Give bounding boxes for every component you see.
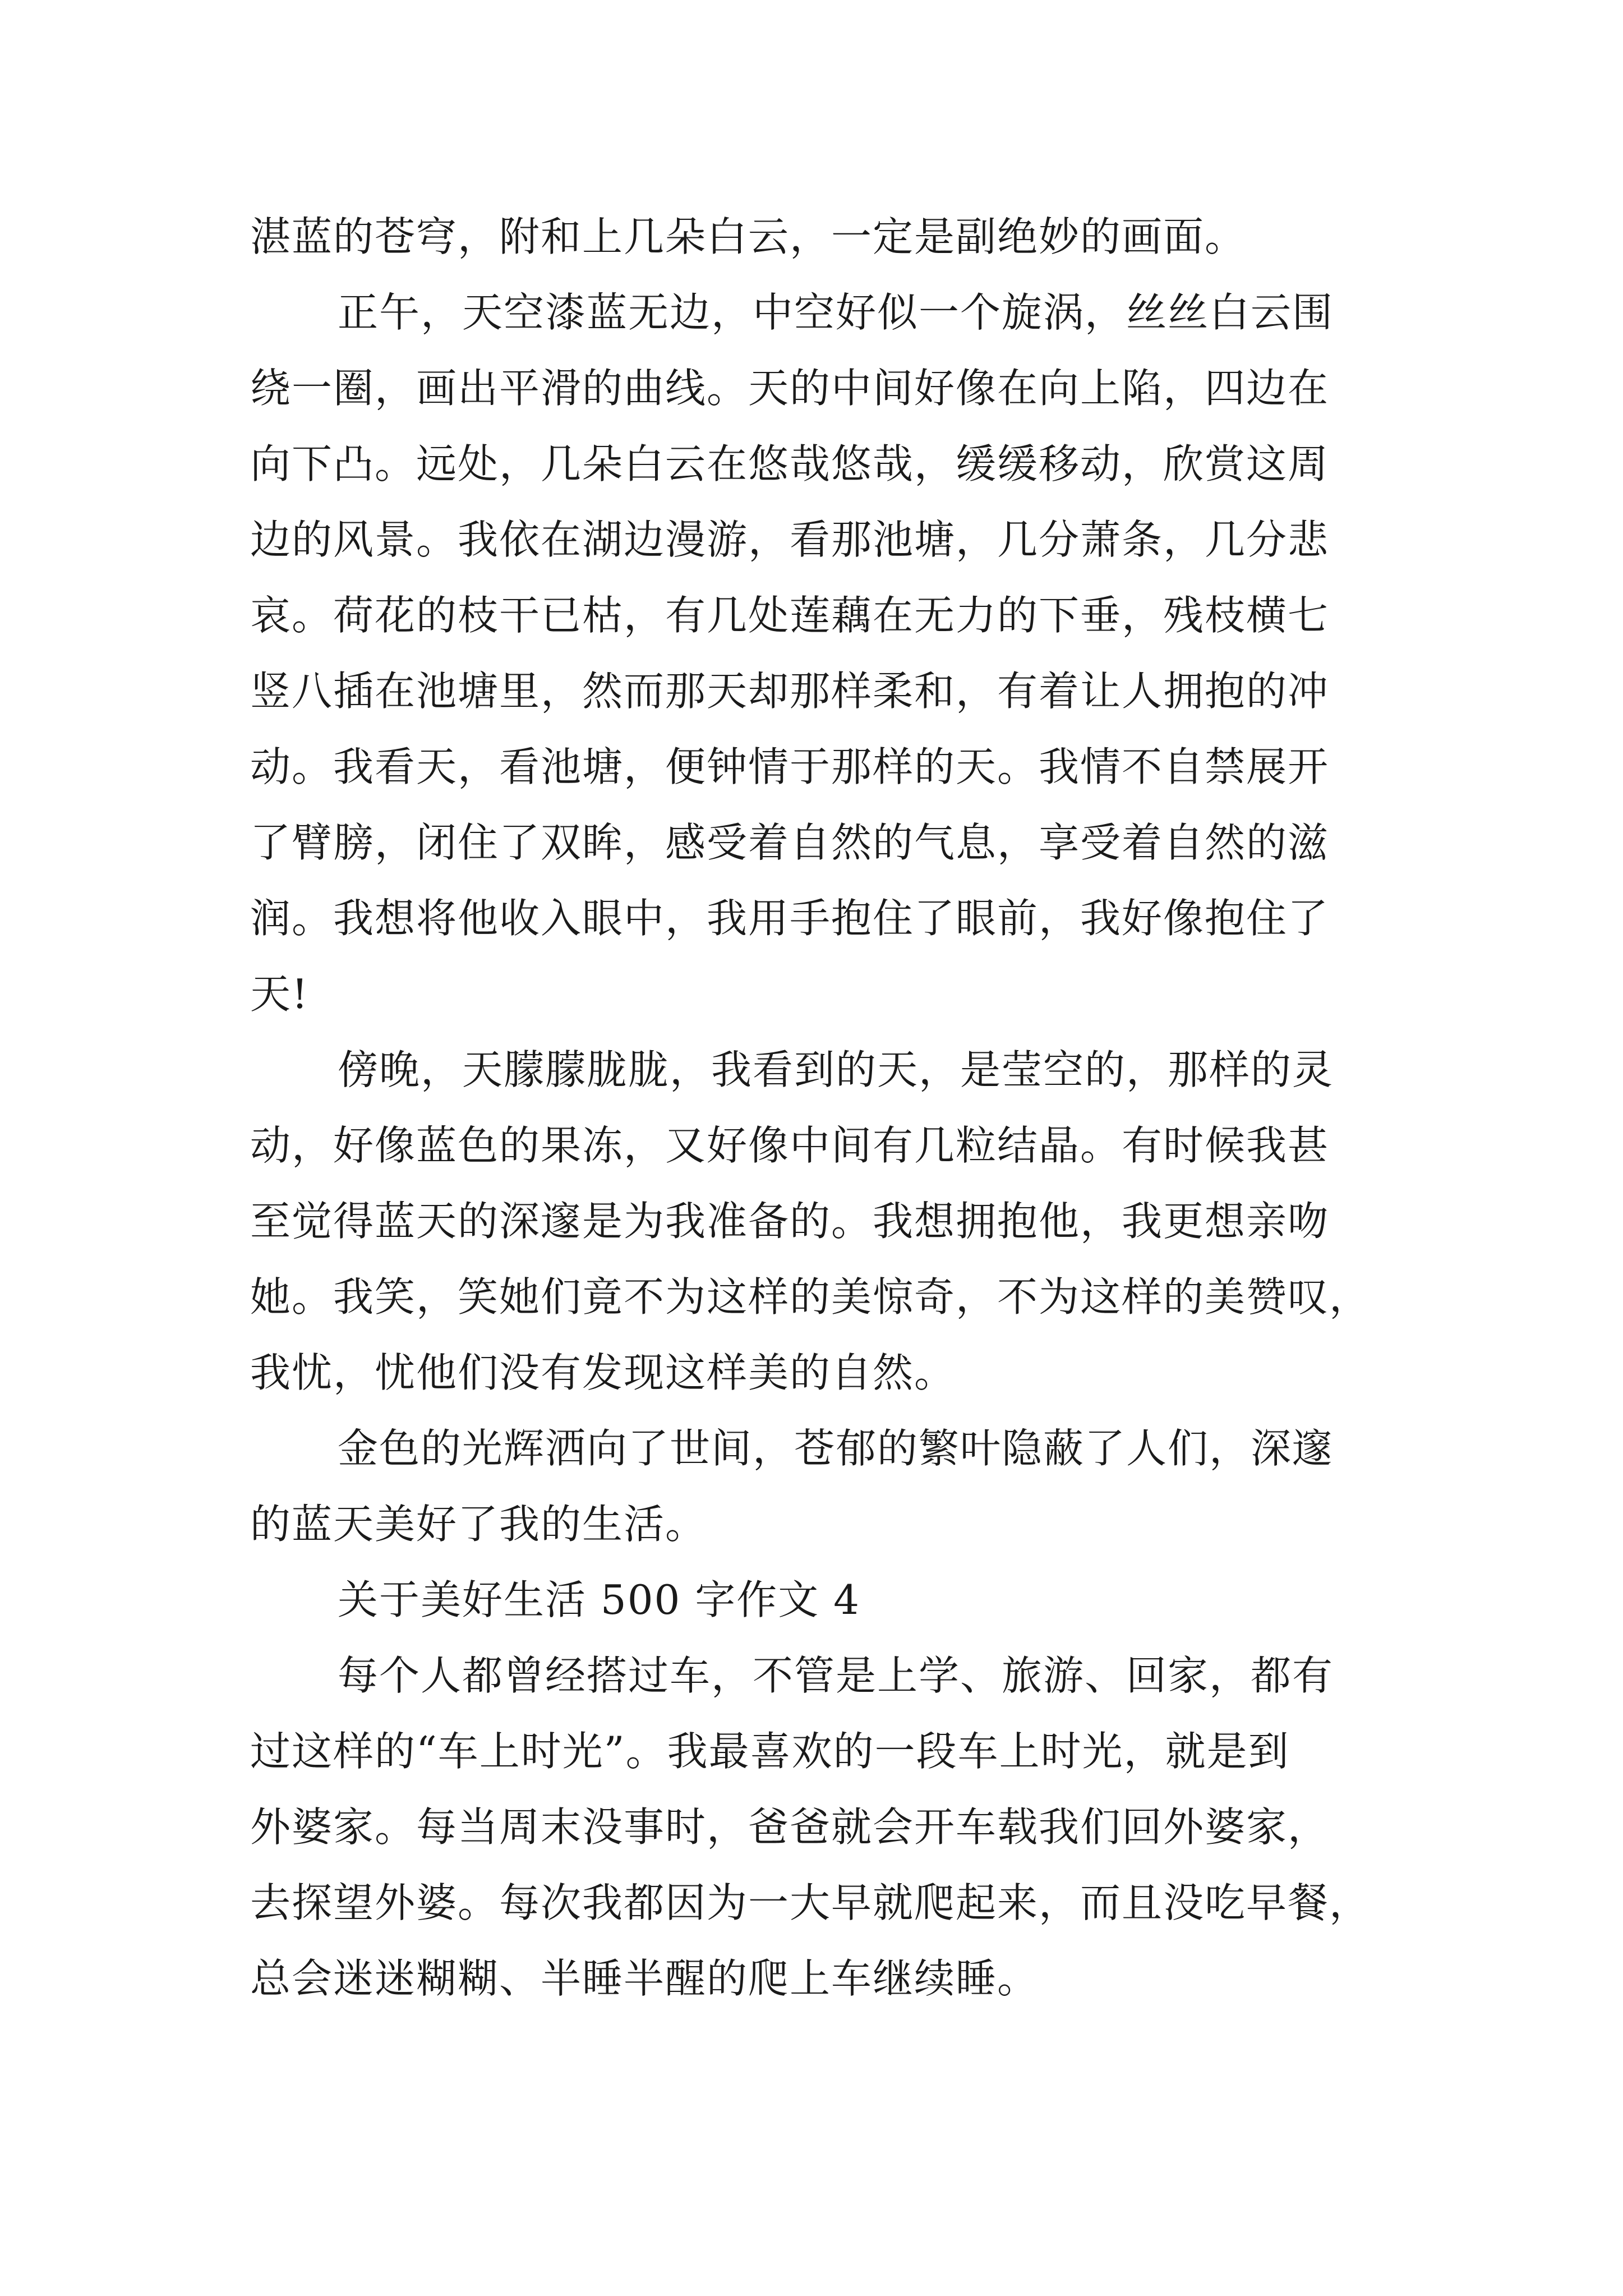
document-body — [250, 199, 1381, 2017]
text-line: 哀。荷花的枝干已枯，有几处莲藕在无力的下垂，残枝横七 — [250, 592, 1330, 639]
text-line: 天! — [250, 970, 309, 1018]
text-line: 边的风景。我依在湖边漫游，看那池塘，几分萧条，几分悲 — [250, 516, 1330, 563]
text-line: 正午，天空漆蓝无边，中空好似一个旋涡，丝丝白云围 — [338, 289, 1334, 336]
text-line: 总会迷迷糊糊、半睡半醒的爬上车继续睡。 — [250, 1955, 1039, 2002]
text-line: 至觉得蓝天的深邃是为我准备的。我想拥抱他，我更想亲吻 — [250, 1198, 1330, 1245]
text-line: 湛蓝的苍穹，附和上几朵白云，一定是副绝妙的画面。 — [250, 213, 1247, 260]
text-line: 绕一圈，画出平滑的曲线。天的中间好像在向上陷，四边在 — [250, 365, 1330, 412]
text-line: 傍晚，天朦朦胧胧，我看到的天，是莹空的，那样的灵 — [338, 1046, 1334, 1093]
text-line: 润。我想将他收入眼中，我用手抱住了眼前，我好像抱住了 — [250, 895, 1330, 942]
text-line: 外婆家。每当周末没事时，爸爸就会开车载我们回外婆家， — [250, 1803, 1330, 1851]
text-line: 动，好像蓝色的果冻，又好像中间有几粒结晶。有时候我甚 — [250, 1122, 1330, 1169]
text-line: 金色的光辉洒向了世间，苍郁的繁叶隐蔽了人们，深邃 — [338, 1425, 1334, 1472]
text-line: 每个人都曾经搭过车，不管是上学、旅游、回家，都有 — [338, 1652, 1334, 1699]
text-line: 向下凸。远处，几朵白云在悠哉悠哉，缓缓移动，欣赏这周 — [250, 440, 1330, 487]
text-line: 动。我看天，看池塘，便钟情于那样的天。我情不自禁展开 — [250, 743, 1330, 790]
text-line: 了臂膀，闭住了双眸，感受着自然的气息，享受着自然的滋 — [250, 819, 1330, 866]
text-line: 我忧，忧他们没有发现这样美的自然。 — [250, 1349, 956, 1396]
text-line: 的蓝天美好了我的生活。 — [250, 1501, 707, 1548]
text-line: 竖八插在池塘里，然而那天却那样柔和，有着让人拥抱的冲 — [250, 668, 1330, 715]
text-line: 关于美好生活 500 字作文 4 — [338, 1576, 860, 1623]
text-line: 去探望外婆。每次我都因为一大早就爬起来，而且没吃早餐， — [250, 1879, 1371, 1926]
text-line: 她。我笑，笑她们竟不为这样的美惊奇，不为这样的美赞叹， — [250, 1273, 1371, 1320]
text-line: 过这样的“车上时光”。我最喜欢的一段车上时光，就是到 — [250, 1728, 1290, 1775]
